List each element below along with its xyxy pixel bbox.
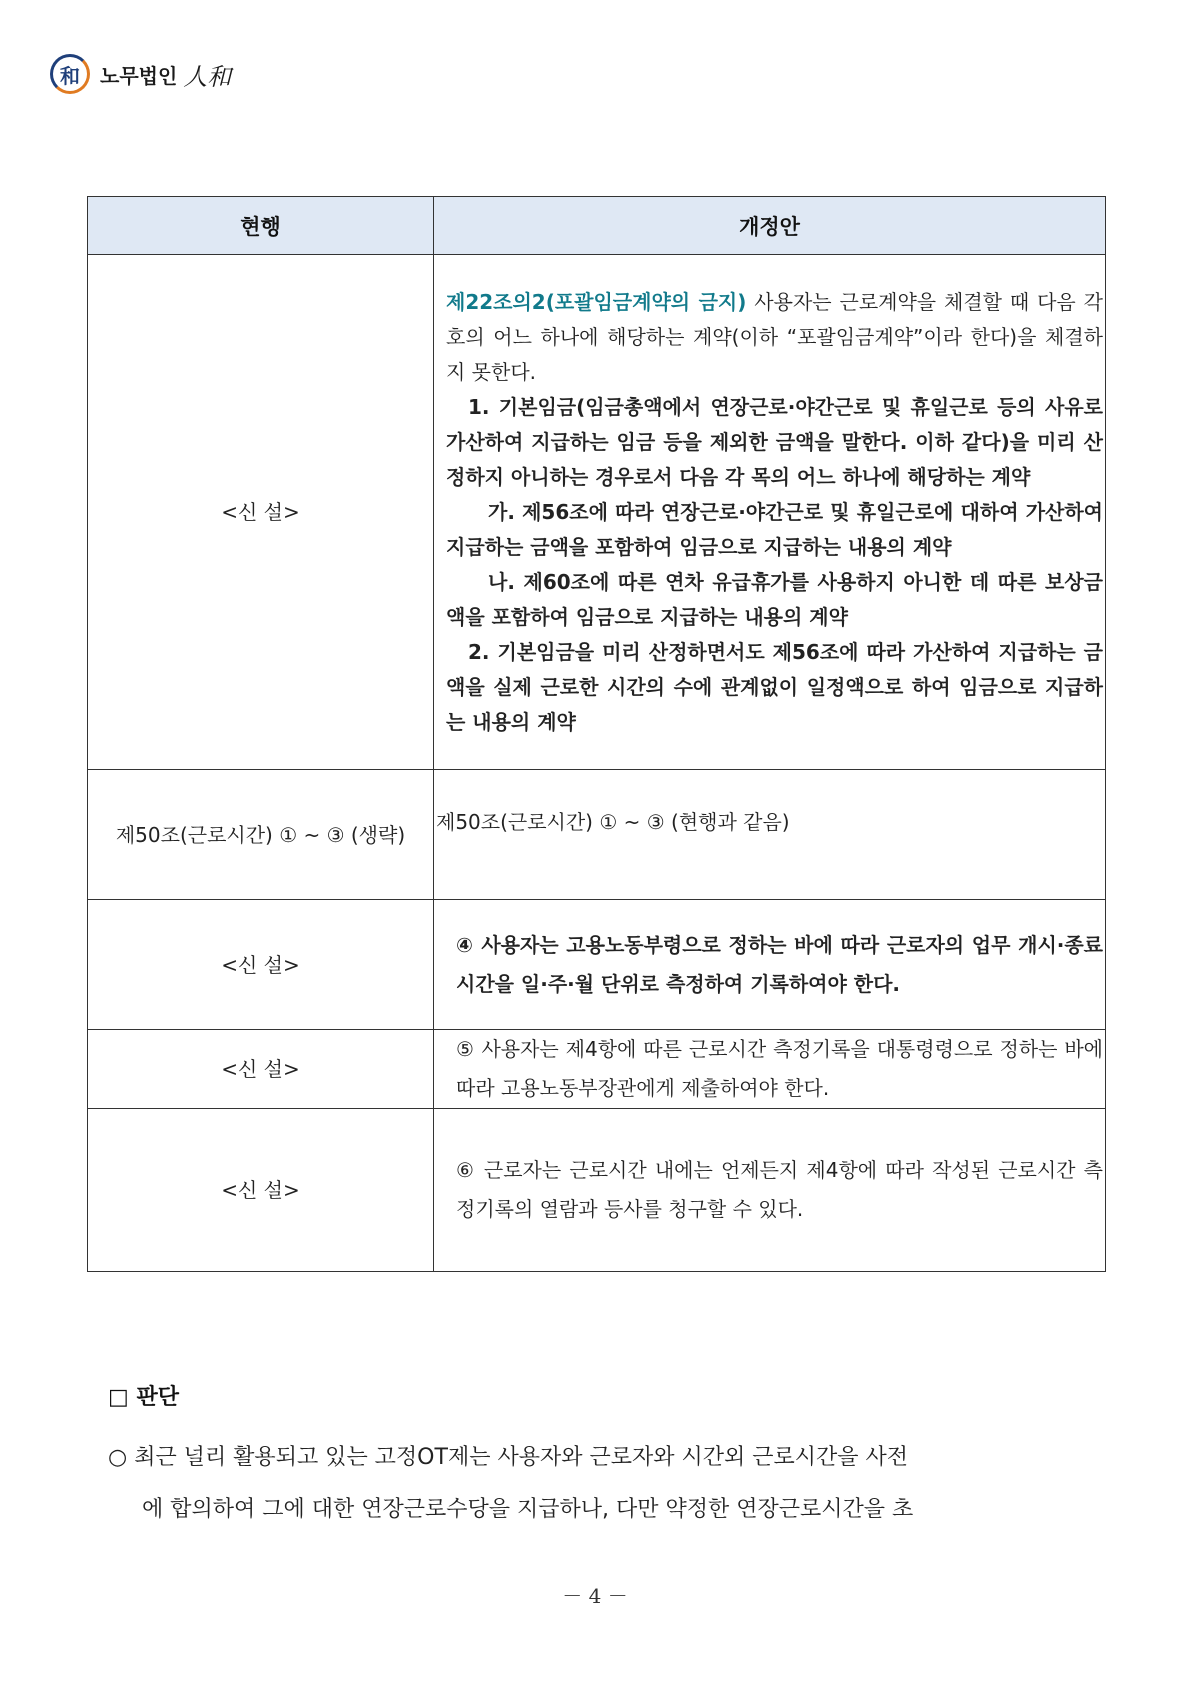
judgment-heading: □ 판단	[108, 1385, 179, 1410]
logo-char: 和	[60, 63, 80, 88]
proposed-cell: ⑤ 사용자는 제4항에 따른 근로시간 측정기록을 대통령령으로 정하는 바에 따라 고용노동부장관에게 제출하여야 한다.	[434, 1030, 1106, 1109]
page-number: － 4 －	[562, 1584, 628, 1608]
article-title: 제22조의2(포괄임금계약의 금지)	[446, 289, 747, 314]
current-cell: <신 설>	[88, 900, 434, 1030]
brand-name: 노무법인	[100, 63, 178, 88]
header-proposed: 개정안	[434, 197, 1106, 255]
table-row	[88, 1109, 1106, 1272]
proposed-cell: 제50조(근로시간) ① ~ ③ (현행과 같음)	[434, 770, 1106, 900]
judgment-line-1: ○ 최근 널리 활용되고 있는 고정OT제는 사용자와 근로자와 시간외 근로시간을 사전	[108, 1445, 908, 1470]
comparison-table	[87, 196, 1106, 1272]
proposed-cell: ⑥ 근로자는 근로시간 내에는 언제든지 제4항에 따라 작성된 근로시간 측정기록의 열람과 등사를 청구할 수 있다.	[434, 1109, 1106, 1272]
table-row	[88, 770, 1106, 900]
judgment-line-2: 에 합의하여 그에 대한 연장근로수당을 지급하나, 다만 약정한 연장근로시간을 초	[142, 1497, 914, 1522]
article-22-2-intro	[446, 285, 1103, 390]
table-row	[88, 1030, 1106, 1109]
article-item-1a: 가. 제56조에 따라 연장근로·야간근로 및 휴일근로에 대하여 가산하여 지급하는 금액을 포함하여 임금으로 지급하는 내용의 계약	[446, 499, 1103, 559]
table-header-row	[88, 197, 1106, 255]
brand-hanja: 人和	[183, 62, 232, 91]
article-item-1: 1. 기본임금(임금총액에서 연장근로·야간근로 및 휴일근로 등의 사유로 가산하여 지급하는 임금 등을 제외한 금액을 말한다. 이하 같다)을 미리 산정하지 아니하는 경우로서 다음 각 목의 어느 하나에 해당하는 계약	[446, 394, 1103, 489]
firm-logo-icon	[50, 54, 90, 94]
header-current: 현행	[88, 197, 434, 255]
document-header	[50, 52, 231, 96]
table-row	[88, 255, 1106, 770]
judgment-paragraph	[108, 1432, 1088, 1536]
current-cell: <신 설>	[88, 255, 434, 770]
article-item-2: 2. 기본임금을 미리 산정하면서도 제56조에 따라 가산하여 지급하는 금액을 실제 근로한 시간의 수에 관계없이 일정액으로 하여 임금으로 지급하는 내용의 계약	[446, 639, 1103, 734]
table-row	[88, 900, 1106, 1030]
current-cell: <신 설>	[88, 1109, 434, 1272]
current-cell: <신 설>	[88, 1030, 434, 1109]
proposed-cell	[434, 255, 1106, 770]
article-item-1b: 나. 제60조에 따른 연차 유급휴가를 사용하지 아니한 데 따른 보상금액을 포함하여 임금으로 지급하는 내용의 계약	[446, 569, 1103, 629]
proposed-cell: ④ 사용자는 고용노동부령으로 정하는 바에 따라 근로자의 업무 개시·종료 시간을 일·주·월 단위로 측정하여 기록하여야 한다.	[434, 900, 1106, 1030]
article-intro: 사용자는 근로계약을 체결할 때 다음 각 호의 어느 하나에 해당하는 계약(이하 “포괄임금계약”이라 한다)을 체결하지 못한다.	[446, 289, 1103, 384]
current-cell: 제50조(근로시간) ① ~ ③ (생략)	[88, 770, 434, 900]
